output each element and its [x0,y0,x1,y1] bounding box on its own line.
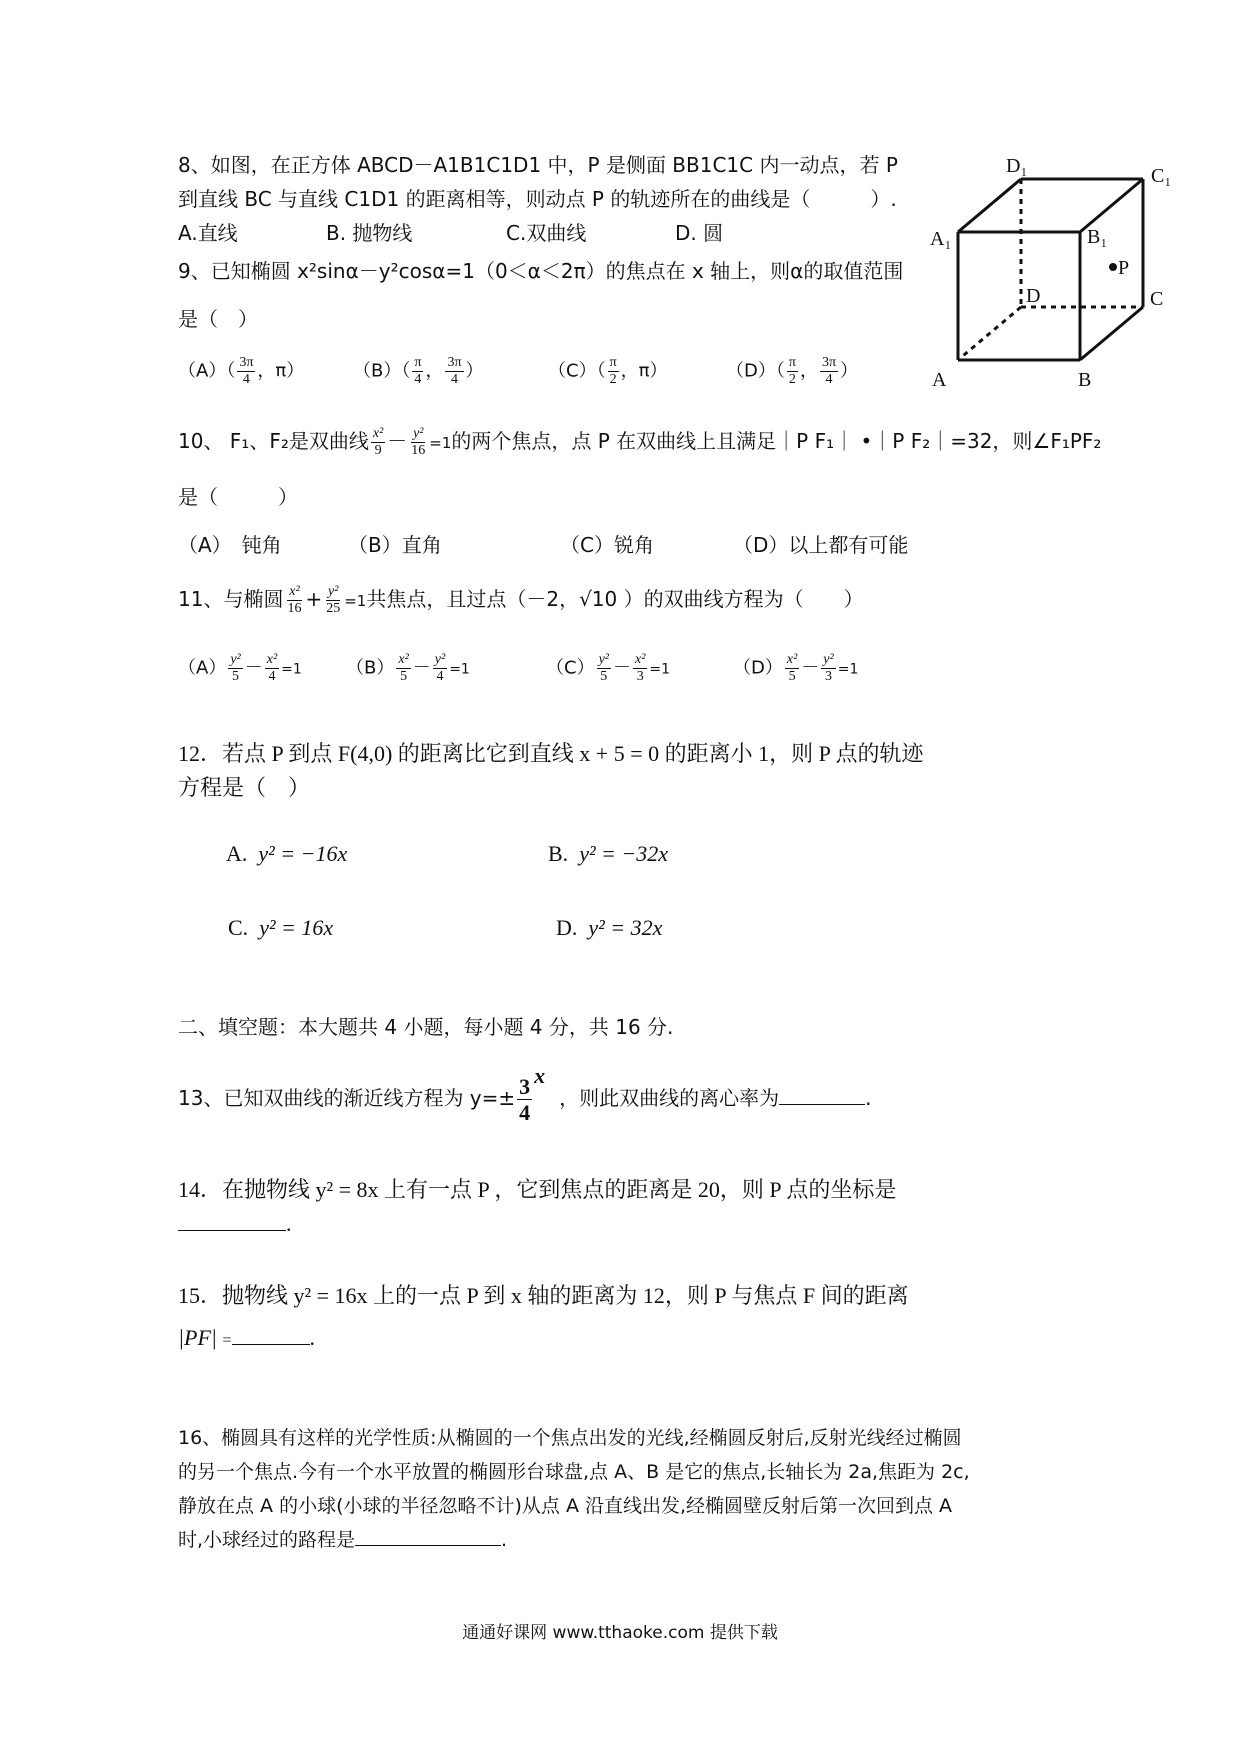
q10-option-b: （B）直角 [348,533,442,557]
q11-option-d: （D） $\frac{\text{x²}}{5}$ － $\frac{\text{y²}}{3}$ =1 [733,652,859,685]
q12-option-b: B. y² = −32x [548,841,669,866]
page-footer: 通通好课网 www.tthaoke.com 提供下载 [462,1623,778,1643]
q13-blank[interactable] [779,1104,865,1105]
label-d: D [1026,285,1041,307]
q15-line2: |PF| = . [178,1325,316,1350]
label-b: B [1078,369,1092,391]
q16-line4: 时,小球经过的路程是 . [178,1529,508,1551]
q16-line3: 静放在点 A 的小球(小球的半径忽略不计)从点 A 沿直线出发,经椭圆壁反射后第一次回到点 A [178,1495,953,1517]
q8-option-b: B. 抛物线 [326,221,413,245]
q12-option-c: C. y² = 16x [228,915,334,940]
q9-option-b: （B）（ $\frac{\pi}{4}$ ， $\frac{3\pi}{4}$ ） [353,355,484,388]
q15-blank[interactable] [232,1344,310,1345]
q14-line2: . [178,1210,292,1239]
label-c: C [1150,288,1164,310]
q12-line2: 方程是（ ） [178,775,311,800]
q12-option-a: A. y² = −16x [226,841,348,866]
q14-line1: 14．在抛物线 y² = 8x 上有一点 P ，它到焦点的距离是 20，则 P 点的坐标是 [178,1177,897,1202]
q11-line1: 11、与椭圆 $\frac{\text{x²}}{16}$ + $\frac{\text{y²}}{25}$ =1共焦点，且过点（－2，√10 ）的双曲线方程为（ ） [178,584,864,617]
edge-c-b [1080,307,1143,360]
q12-option-d: D. y² = 32x [556,915,663,940]
q13-line: 13、已知双曲线的渐近线方程为 y=± $\frac{3}{4}$ x，则此双曲线的离心率为 . [178,1063,872,1125]
label-c1: C₁ [1151,165,1172,187]
q8-line2: 到直线 BC 与直线 C1D1 的距离相等，则动点 P 的轨迹所在的曲线是（ ）. [178,187,897,211]
q16-blank[interactable] [355,1545,501,1546]
point-p [1109,263,1117,271]
q11-option-a: （A） $\frac{\text{y²}}{5}$ － $\frac{\text{x²}}{4}$ =1 [178,652,302,685]
q10-option-d: （D）以上都有可能 [733,533,909,557]
section-2-heading: 二、填空题：本大题共 4 小题，每小题 4 分，共 16 分. [178,1015,674,1039]
q9-line1: 9、已知椭圆 x²sinα－y²cosα=1（0＜α＜2π）的焦点在 x 轴上，则α的取值范围 [178,259,904,283]
q10-option-a: （A） 钝角 [178,533,282,557]
q12-line1: 12．若点 P 到点 F(4,0) 的距离比它到直线 x + 5 = 0 的距离小 1，则 P 点的轨迹 [178,741,924,766]
edge-c1-b1 [1080,179,1143,232]
q8-option-a: A.直线 [178,221,238,245]
label-a1: A₁ [930,228,952,250]
label-d1: D₁ [1006,155,1028,177]
edge-d-a-hidden [958,307,1021,360]
edge-a1-d1 [958,179,1021,232]
label-b1: B₁ [1087,226,1108,248]
label-a: A [932,369,947,391]
q8-line1: 8、如图，在正方体 ABCD－A1B1C1D1 中，P 是侧面 BB1C1C 内一动点，若 P [178,153,898,177]
q9-option-d: （D）（ $\frac{\pi}{2}$ ， $\frac{3\pi}{4}$ ） [726,355,859,388]
q16-line2: 的另一个焦点.今有一个水平放置的椭圆形台球盘,点 A、B 是它的焦点,长轴长为 2a,焦距为 2c, [178,1461,970,1483]
q11-options [178,652,918,702]
q9-option-c: （C）（ $\frac{\pi}{2}$ ，π） [548,355,668,388]
q14-blank[interactable] [178,1230,286,1231]
cube-figure [930,150,1200,400]
q10-line2: 是（ ） [178,485,298,509]
q11-option-b: （B） $\frac{\text{x²}}{5}$ － $\frac{\text{y²}}{4}$ =1 [346,652,470,685]
q8-option-d: D. 圆 [675,221,724,245]
q9-option-a: （A）（ $\frac{3\pi}{4}$ ，π） [178,355,305,388]
q8-option-c: C.双曲线 [506,221,587,245]
q10-line1: 10、 F₁、F₂是双曲线 $\frac{\text{x²}}{9}$ － $\frac{\text{y²}}{16}$ =1的两个焦点，点 P 在双曲线上且满足｜P F₁｜ •｜P F₂｜=32，则∠F₁PF₂ [178,426,1102,459]
q11-option-c: （C） $\frac{\text{y²}}{5}$ － $\frac{\text{x²}}{3}$ =1 [546,652,671,685]
label-p: P [1118,257,1130,279]
q10-option-c: （C）锐角 [560,533,654,557]
q16-line1: 16、椭圆具有这样的光学性质:从椭圆的一个焦点出发的光线,经椭圆反射后,反射光线经过椭圆 [178,1427,962,1449]
q15-line1: 15．抛物线 y² = 16x 上的一点 P 到 x 轴的距离为 12，则 P 与焦点 F 间的距离 [178,1283,909,1308]
q9-line2: 是（ ） [178,307,258,331]
